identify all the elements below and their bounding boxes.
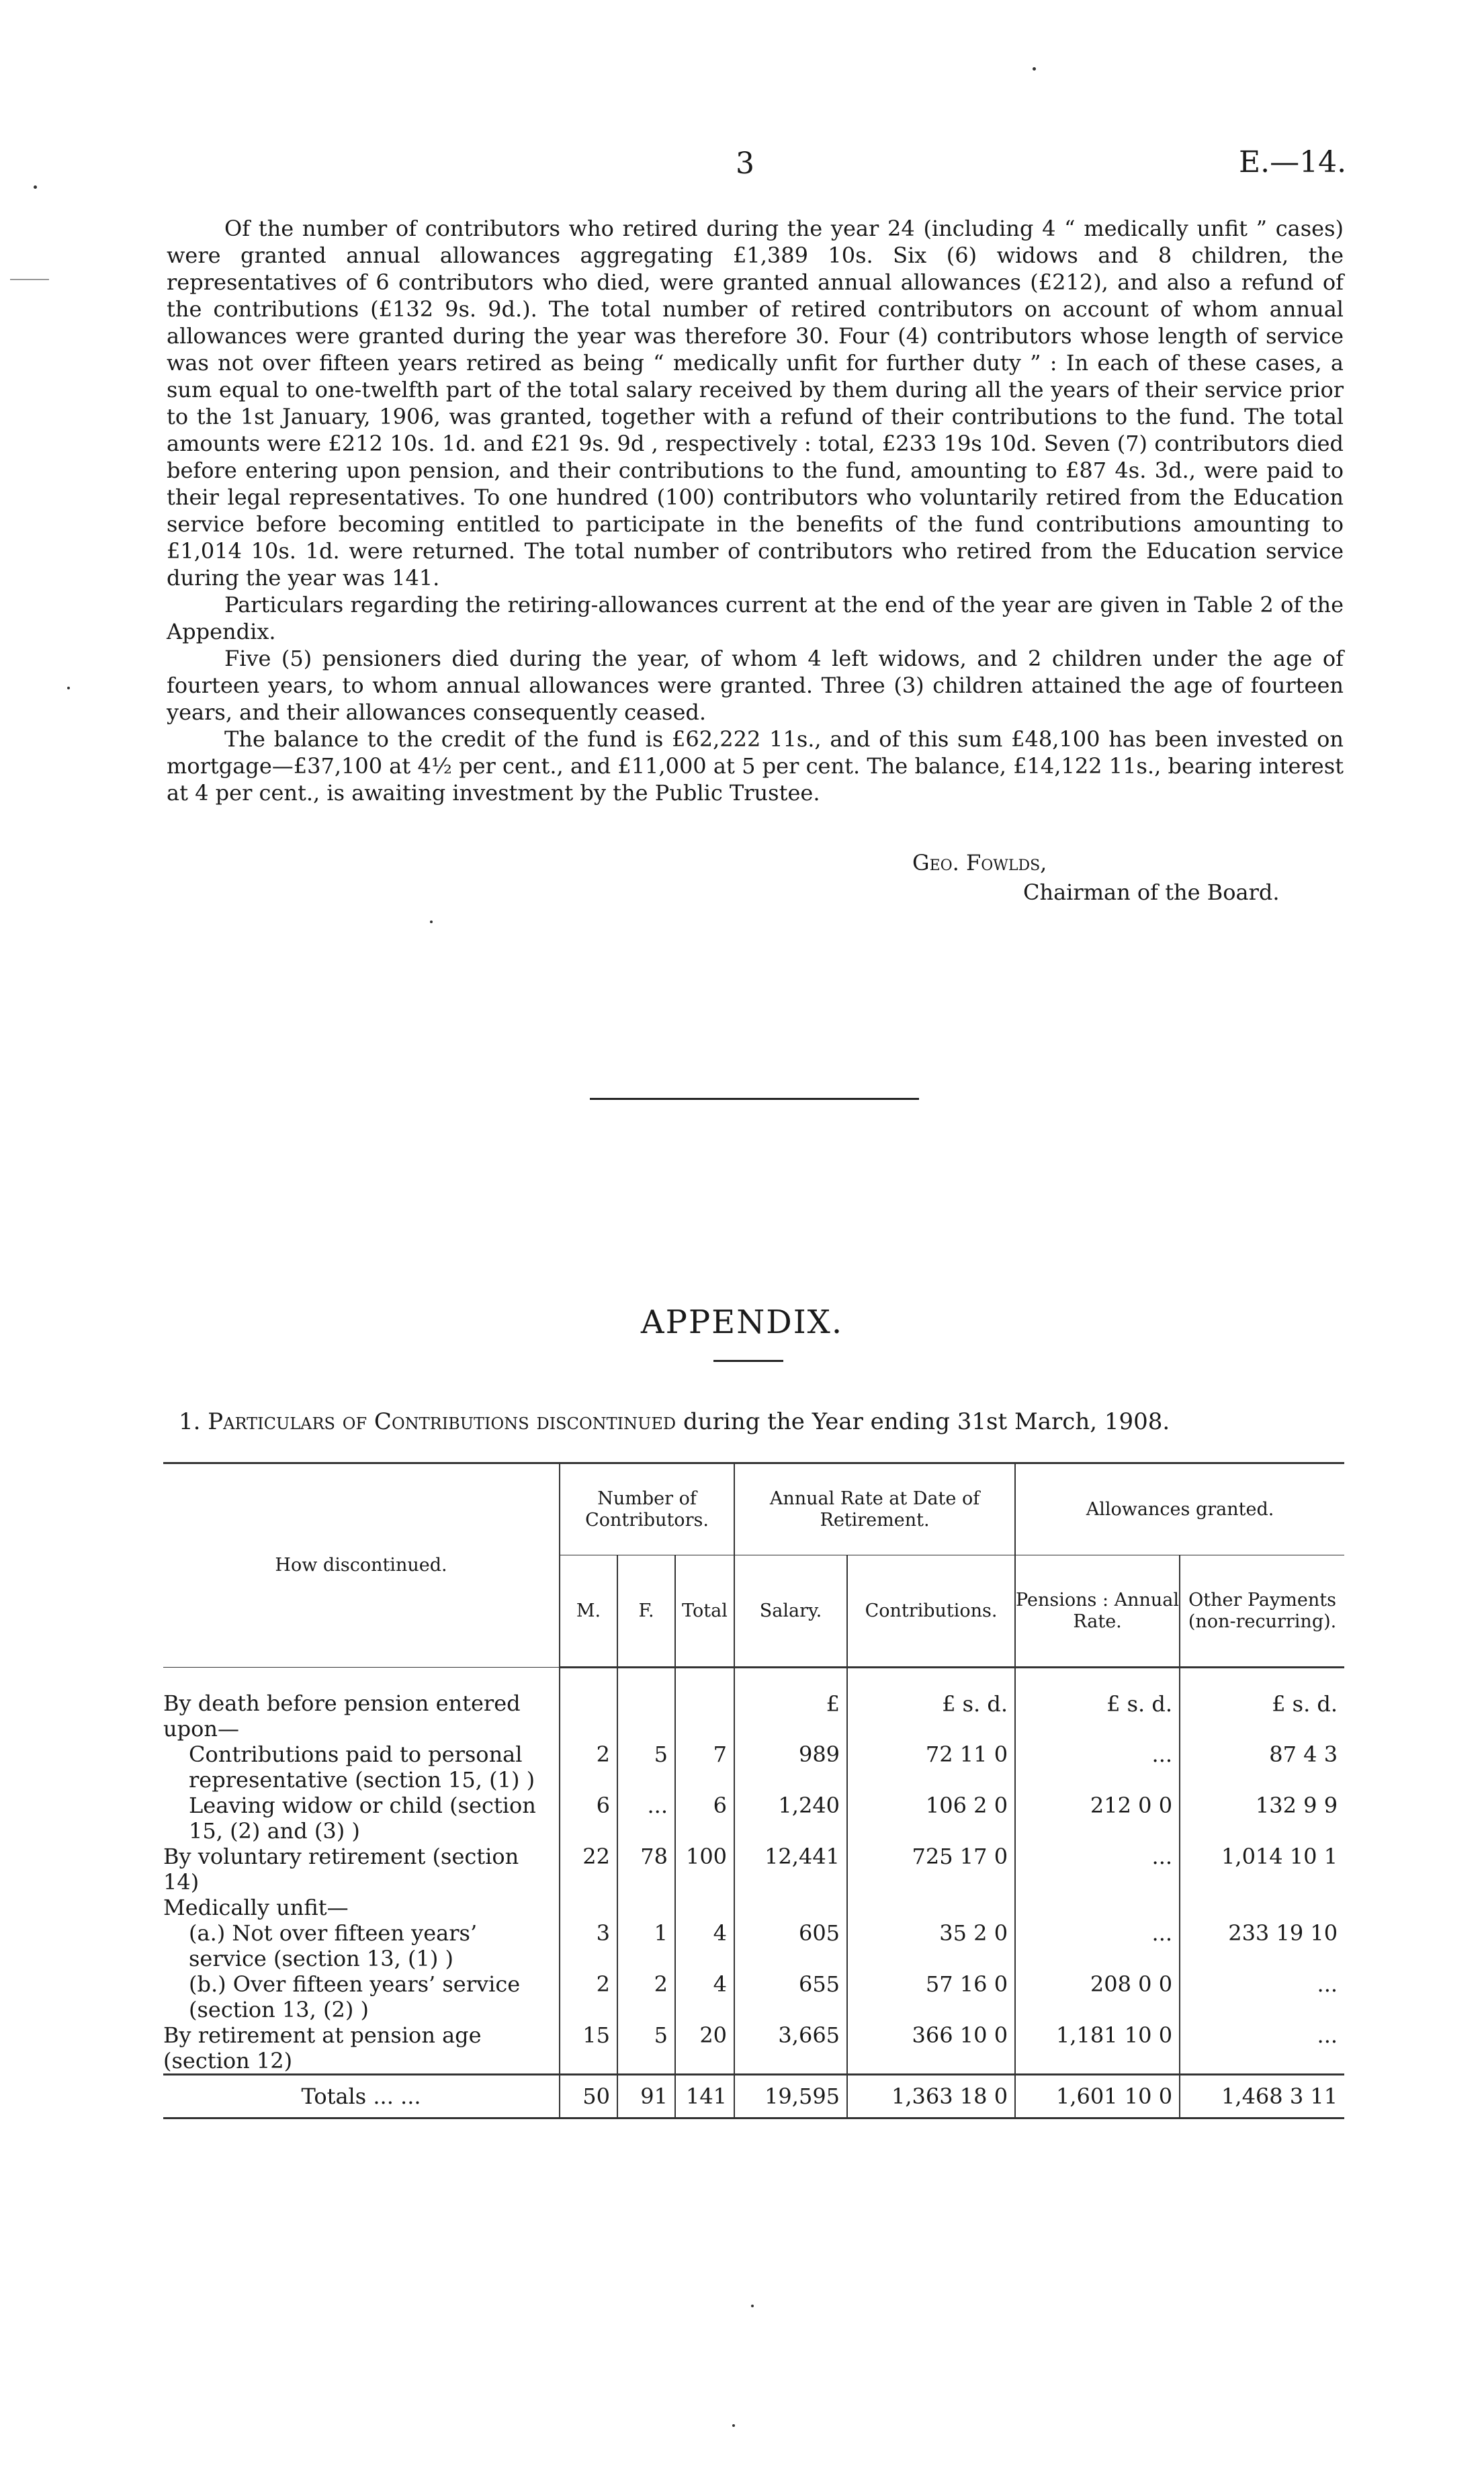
- cell: [560, 1895, 617, 1920]
- cell-pensions: ...: [1015, 1742, 1180, 1793]
- cell-other: 87 4 3: [1180, 1742, 1344, 1793]
- table-row: [163, 1742, 1344, 1793]
- unit-pensions: £ s. d.: [1015, 1668, 1180, 1742]
- total-m: 50: [560, 2075, 617, 2118]
- cell-f: 1: [617, 1920, 675, 1971]
- header-other-payments: Other Payments (non-recurring).: [1180, 1555, 1344, 1668]
- table-row: [163, 1895, 1344, 1920]
- cell-m: 2: [560, 1971, 617, 2022]
- cell-contributions: 72 11 0: [847, 1742, 1015, 1793]
- cell-total: 4: [675, 1971, 734, 2022]
- scan-speck: [732, 2424, 735, 2427]
- paragraph: Particulars regarding the retiring-allowances current at the end of the year are given in Table 2 of the Appendix.: [167, 592, 1344, 644]
- cell-m: 15: [560, 2022, 617, 2075]
- header-how: How discontinued.: [163, 1463, 560, 1668]
- cell: [847, 1895, 1015, 1920]
- cell: [734, 1895, 847, 1920]
- header-m: M.: [560, 1555, 617, 1668]
- paragraph: Of the number of contributors who retired during the year 24 (including 4 “ medically unfit ” cases) were granted annual allowances aggregating £1,389 10s. Six (6) widows and 8 children, the representatives of 6 contributors who died, were granted annual allowances (£212), and also a refund of the contributions (£132 9s. 9d.). The total number of retired contributors on account of whom annual allowances were granted during the year was therefore 30. Four (4) contributors whose length of service was not over fifteen years retired as being “ medically unfit for further duty ” : In each of these cases, a sum equal to one-twelfth part of the total salary received by them during all the years of their service prior to the 1st January, 1906, was granted, together with a refund of their contributions to the fund. The total amounts were £212 10s. 1d. and £21 9s. 9d , respectively : total, £233 19s 10d. Seven (7) contributors died before entering upon pension, and their contributions to the fund, amounting to £87 4s. 3d., were paid to their legal representatives. To one hundred (100) contributors who voluntarily retired from the Education service before becoming entitled to participate in the benefits of the fund contributions amounting to £1,014 10s. 1d. were returned. The total number of contributors who retired from the Education service during the year was 141.: [167, 216, 1344, 591]
- caption-number: 1.: [179, 1408, 201, 1435]
- header-contributions: Contributions.: [847, 1555, 1015, 1668]
- cell-pensions: 212 0 0: [1015, 1793, 1180, 1844]
- table-header-row: [163, 1463, 1344, 1555]
- appendix-title: APPENDIX.: [640, 1303, 844, 1341]
- body-text: [167, 215, 1344, 806]
- cell-salary: 605: [734, 1920, 847, 1971]
- cell-salary: 989: [734, 1742, 847, 1793]
- header-salary: Salary.: [734, 1555, 847, 1668]
- scan-speck: [1033, 67, 1036, 71]
- row-label: (a.) Not over fifteen years’ service (section 13, (1) ): [189, 1920, 478, 1971]
- cell-other: ...: [1180, 1971, 1344, 2022]
- cell-salary: 1,240: [734, 1793, 847, 1844]
- total-salary: 19,595: [734, 2075, 847, 2118]
- cell-contributions: 366 10 0: [847, 2022, 1015, 2075]
- cell-f: 5: [617, 1742, 675, 1793]
- cell-other: ...: [1180, 2022, 1344, 2075]
- row-label: Contributions paid to personal representative (section 15, (1) ): [189, 1742, 535, 1793]
- cell: [675, 1668, 734, 1742]
- contributions-table: [163, 1462, 1344, 2119]
- row-label: By retirement at pension age (section 12): [163, 2022, 482, 2073]
- row-label: By death before pension entered upon—: [163, 1690, 521, 1742]
- section-divider: [590, 1098, 919, 1100]
- header-allowances-group: Allowances granted.: [1015, 1463, 1344, 1555]
- cell-f: 78: [617, 1844, 675, 1895]
- cell-contributions: 106 2 0: [847, 1793, 1015, 1844]
- header-number-group: Number of Contributors.: [560, 1463, 734, 1555]
- cell-f: 5: [617, 2022, 675, 2075]
- cell: [1015, 1895, 1180, 1920]
- unit-salary: £: [734, 1668, 847, 1742]
- cell-m: 22: [560, 1844, 617, 1895]
- cell-f: ...: [617, 1793, 675, 1844]
- header-total: Total: [675, 1555, 734, 1668]
- cell: [1180, 1895, 1344, 1920]
- totals-label: Totals ... ...: [163, 2075, 560, 2118]
- cell-m: 3: [560, 1920, 617, 1971]
- scan-speck: [751, 2305, 754, 2307]
- table-row: [163, 1971, 1344, 2022]
- cell-other: 233 19 10: [1180, 1920, 1344, 1971]
- row-label: Leaving widow or child (section 15, (2) and (3) ): [189, 1793, 536, 1844]
- scan-speck: [34, 185, 37, 189]
- cell-other: 1,014 10 1: [1180, 1844, 1344, 1895]
- cell: [675, 1895, 734, 1920]
- total-total: 141: [675, 2075, 734, 2118]
- cell-total: 100: [675, 1844, 734, 1895]
- cell-m: 6: [560, 1793, 617, 1844]
- cell-salary: 655: [734, 1971, 847, 2022]
- cell-contributions: 57 16 0: [847, 1971, 1015, 2022]
- signatory-name: Geo. Fowlds,: [912, 850, 1047, 875]
- cell-total: 20: [675, 2022, 734, 2075]
- cell-total: 6: [675, 1793, 734, 1844]
- cell: [617, 1668, 675, 1742]
- unit-contributions: £ s. d.: [847, 1668, 1015, 1742]
- header-rate-group: Annual Rate at Date of Retirement.: [734, 1463, 1015, 1555]
- row-label: Medically unfit—: [163, 1895, 349, 1920]
- scan-mark: [10, 279, 49, 280]
- cell-other: 132 9 9: [1180, 1793, 1344, 1844]
- cell-contributions: 35 2 0: [847, 1920, 1015, 1971]
- page-number: 3: [736, 146, 754, 181]
- cell-total: 7: [675, 1742, 734, 1793]
- cell-pensions: 208 0 0: [1015, 1971, 1180, 2022]
- caption-smallcaps: Particulars of Contributions discontinued: [208, 1408, 676, 1435]
- cell-pensions: ...: [1015, 1844, 1180, 1895]
- cell-pensions: ...: [1015, 1920, 1180, 1971]
- header-pensions: Pensions : Annual Rate.: [1015, 1555, 1180, 1668]
- total-other: 1,468 3 11: [1180, 2075, 1344, 2118]
- cell-pensions: 1,181 10 0: [1015, 2022, 1180, 2075]
- cell-salary: 12,441: [734, 1844, 847, 1895]
- table-row: [163, 1920, 1344, 1971]
- table-row: [163, 1668, 1344, 1742]
- table-row: [163, 1793, 1344, 1844]
- scan-speck: [67, 687, 70, 689]
- total-contributions: 1,363 18 0: [847, 2075, 1015, 2118]
- signature-block: [167, 848, 1344, 907]
- totals-row: [163, 2075, 1344, 2118]
- total-pensions: 1,601 10 0: [1015, 2075, 1180, 2118]
- scan-speck: [430, 920, 433, 923]
- paragraph: The balance to the credit of the fund is £62,222 11s., and of this sum £48,100 has been invested on mortgage—£37,100 at 4½ per cent., and £11,000 at 5 per cent. The balance, £14,122 11s., bearing interest at 4 per cent., is awaiting investment by the Public Trustee.: [167, 726, 1344, 806]
- header-f: F.: [617, 1555, 675, 1668]
- row-label: (b.) Over fifteen years’ service (section 13, (2) ): [189, 1971, 521, 2022]
- table-caption: [179, 1408, 1170, 1435]
- caption-rest: during the Year ending 31st March, 1908.: [683, 1408, 1170, 1435]
- cell-f: 2: [617, 1971, 675, 2022]
- table-row: [163, 2022, 1344, 2075]
- cell-m: 2: [560, 1742, 617, 1793]
- paragraph: Five (5) pensioners died during the year, of whom 4 left widows, and 2 children under the age of fourteen years, to whom annual allowances were granted. Three (3) children attained the age of fourteen years, and their allowances consequently ceased.: [167, 646, 1344, 725]
- page-reference: E.—14.: [1239, 145, 1347, 179]
- cell-salary: 3,665: [734, 2022, 847, 2075]
- title-underline: [713, 1360, 783, 1362]
- table-row: [163, 1844, 1344, 1895]
- cell: [617, 1895, 675, 1920]
- signatory-title: Chairman of the Board.: [1023, 880, 1280, 905]
- cell: [560, 1668, 617, 1742]
- cell-total: 4: [675, 1920, 734, 1971]
- cell-contributions: 725 17 0: [847, 1844, 1015, 1895]
- unit-other: £ s. d.: [1180, 1668, 1344, 1742]
- row-label: By voluntary retirement (section 14): [163, 1844, 519, 1895]
- total-f: 91: [617, 2075, 675, 2118]
